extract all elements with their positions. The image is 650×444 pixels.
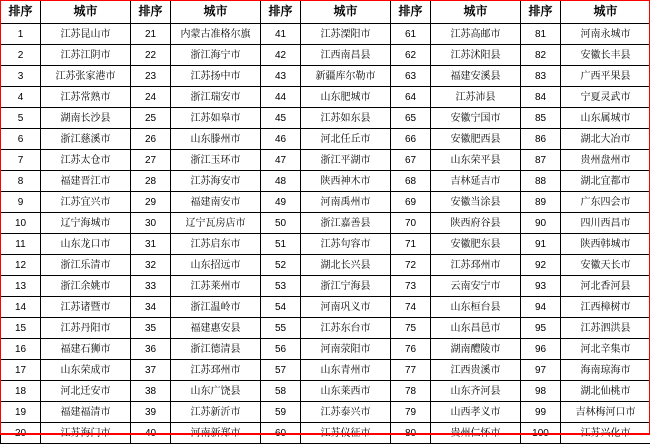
city-cell[interactable]: 江苏宜兴市 (41, 192, 131, 213)
city-cell[interactable]: 江苏邳州市 (171, 360, 261, 381)
city-cell[interactable]: 江苏丹阳市 (41, 318, 131, 339)
rank-cell[interactable]: 88 (521, 171, 561, 192)
table-row (1, 45, 650, 66)
rank-cell[interactable]: 21 (131, 24, 171, 45)
city-cell[interactable]: 山西孝义市 (431, 402, 521, 423)
rank-cell[interactable]: 70 (391, 213, 431, 234)
city-cell[interactable]: 江苏泗洪县 (561, 318, 650, 339)
table-row (1, 171, 650, 192)
city-cell[interactable]: 河南永城市 (561, 24, 650, 45)
table-header-row (1, 1, 650, 24)
rank-cell[interactable]: 90 (521, 213, 561, 234)
rank-cell[interactable]: 3 (1, 66, 41, 87)
table-row (1, 87, 650, 108)
header-city-4: 城市 (431, 1, 521, 24)
city-cell[interactable]: 河北香河县 (561, 276, 650, 297)
city-cell[interactable]: 山东滕州市 (171, 129, 261, 150)
city-cell[interactable]: 吉林延吉市 (431, 171, 521, 192)
rank-cell[interactable]: 22 (131, 45, 171, 66)
rank-cell[interactable]: 71 (391, 234, 431, 255)
city-cell[interactable]: 江苏常熟市 (41, 87, 131, 108)
city-cell[interactable]: 福建石狮市 (41, 339, 131, 360)
city-cell[interactable]: 浙江玉环市 (171, 150, 261, 171)
table-row (1, 24, 650, 45)
rank-cell[interactable]: 58 (261, 381, 301, 402)
city-cell[interactable]: 江苏如皋市 (171, 108, 261, 129)
city-cell[interactable]: 贵州仁怀市 (431, 423, 521, 444)
rank-cell[interactable]: 17 (1, 360, 41, 381)
city-cell[interactable]: 山东荣成市 (41, 360, 131, 381)
rank-cell[interactable]: 60 (261, 423, 301, 444)
city-cell[interactable]: 江苏仪征市 (301, 423, 391, 444)
rank-cell[interactable]: 95 (521, 318, 561, 339)
rank-cell[interactable]: 39 (131, 402, 171, 423)
table-row (1, 381, 650, 402)
rank-cell[interactable]: 51 (261, 234, 301, 255)
rank-cell[interactable]: 50 (261, 213, 301, 234)
rank-cell[interactable]: 97 (521, 360, 561, 381)
city-cell[interactable]: 山东招远市 (171, 255, 261, 276)
rank-cell[interactable]: 52 (261, 255, 301, 276)
rank-cell[interactable]: 64 (391, 87, 431, 108)
city-cell[interactable]: 四川西昌市 (561, 213, 650, 234)
rank-cell[interactable]: 89 (521, 192, 561, 213)
rank-cell[interactable]: 13 (1, 276, 41, 297)
city-cell[interactable]: 河南巩义市 (301, 297, 391, 318)
rank-cell[interactable]: 42 (261, 45, 301, 66)
city-cell[interactable]: 安徽宁国市 (431, 108, 521, 129)
city-cell[interactable]: 山东广饶县 (171, 381, 261, 402)
city-cell[interactable]: 安徽长丰县 (561, 45, 650, 66)
rank-cell[interactable]: 92 (521, 255, 561, 276)
table-row (1, 255, 650, 276)
city-cell[interactable]: 江苏句容市 (301, 234, 391, 255)
city-cell[interactable]: 山东桓台县 (431, 297, 521, 318)
city-cell[interactable]: 河北迁安市 (41, 381, 131, 402)
rank-cell[interactable]: 77 (391, 360, 431, 381)
rank-cell[interactable]: 5 (1, 108, 41, 129)
table-row (1, 129, 650, 150)
city-cell[interactable]: 江西樟树市 (561, 297, 650, 318)
rank-cell[interactable]: 83 (521, 66, 561, 87)
rank-cell[interactable]: 54 (261, 297, 301, 318)
city-cell[interactable]: 湖南长沙县 (41, 108, 131, 129)
rank-cell[interactable]: 80 (391, 423, 431, 444)
table-row (1, 192, 650, 213)
city-cell[interactable]: 江苏新沂市 (171, 402, 261, 423)
city-cell[interactable]: 江苏诸暨市 (41, 297, 131, 318)
rank-cell[interactable]: 19 (1, 402, 41, 423)
rank-cell[interactable]: 41 (261, 24, 301, 45)
city-cell[interactable]: 江苏昆山市 (41, 24, 131, 45)
rank-cell[interactable]: 38 (131, 381, 171, 402)
city-cell[interactable]: 山东昌邑市 (431, 318, 521, 339)
city-cell[interactable]: 山东莱西市 (301, 381, 391, 402)
rank-cell[interactable]: 8 (1, 171, 41, 192)
rank-cell[interactable]: 98 (521, 381, 561, 402)
rank-cell[interactable]: 82 (521, 45, 561, 66)
city-cell[interactable]: 福建安溪县 (431, 66, 521, 87)
city-cell[interactable]: 广东四会市 (561, 192, 650, 213)
rank-cell[interactable]: 16 (1, 339, 41, 360)
city-cell[interactable]: 陕西神木市 (301, 171, 391, 192)
rank-cell[interactable]: 29 (131, 192, 171, 213)
rank-cell[interactable]: 32 (131, 255, 171, 276)
rank-cell[interactable]: 11 (1, 234, 41, 255)
city-cell[interactable]: 浙江乐清市 (41, 255, 131, 276)
table-row (1, 360, 650, 381)
city-cell[interactable]: 山东青州市 (301, 360, 391, 381)
rank-cell[interactable]: 57 (261, 360, 301, 381)
rank-cell[interactable]: 86 (521, 129, 561, 150)
city-cell[interactable]: 江苏高邮市 (431, 24, 521, 45)
city-cell[interactable]: 湖北宜都市 (561, 171, 650, 192)
rank-cell[interactable]: 43 (261, 66, 301, 87)
rank-cell[interactable]: 78 (391, 381, 431, 402)
rank-cell[interactable]: 33 (131, 276, 171, 297)
rank-cell[interactable]: 25 (131, 108, 171, 129)
city-cell[interactable]: 海南琼海市 (561, 360, 650, 381)
city-cell[interactable]: 陕西韩城市 (561, 234, 650, 255)
rank-cell[interactable]: 65 (391, 108, 431, 129)
city-cell[interactable]: 湖北仙桃市 (561, 381, 650, 402)
rank-cell[interactable]: 30 (131, 213, 171, 234)
rank-cell[interactable]: 7 (1, 150, 41, 171)
city-cell[interactable]: 云南安宁市 (431, 276, 521, 297)
rank-cell[interactable]: 1 (1, 24, 41, 45)
rank-cell[interactable]: 76 (391, 339, 431, 360)
city-cell[interactable]: 浙江慈溪市 (41, 129, 131, 150)
city-cell[interactable]: 湖北大冶市 (561, 129, 650, 150)
rank-cell[interactable]: 59 (261, 402, 301, 423)
city-cell[interactable]: 江苏太仓市 (41, 150, 131, 171)
rank-cell[interactable]: 26 (131, 129, 171, 150)
rank-cell[interactable]: 62 (391, 45, 431, 66)
city-cell[interactable]: 江苏如东县 (301, 108, 391, 129)
rank-cell[interactable]: 34 (131, 297, 171, 318)
rank-cell[interactable]: 61 (391, 24, 431, 45)
city-cell[interactable]: 江苏泰兴市 (301, 402, 391, 423)
city-cell[interactable]: 江西贵溪市 (431, 360, 521, 381)
rank-cell[interactable]: 74 (391, 297, 431, 318)
city-cell[interactable]: 江苏莱州市 (171, 276, 261, 297)
city-cell[interactable]: 新疆库尔勒市 (301, 66, 391, 87)
city-cell[interactable]: 山东龙口市 (41, 234, 131, 255)
rank-cell[interactable]: 37 (131, 360, 171, 381)
rank-cell[interactable]: 73 (391, 276, 431, 297)
rank-cell[interactable]: 93 (521, 276, 561, 297)
city-cell[interactable]: 福建晋江市 (41, 171, 131, 192)
table-row (1, 423, 650, 444)
rank-cell[interactable]: 31 (131, 234, 171, 255)
rank-cell[interactable]: 4 (1, 87, 41, 108)
rank-cell[interactable]: 15 (1, 318, 41, 339)
city-cell[interactable]: 贵州盘州市 (561, 150, 650, 171)
header-rank-5: 排序 (521, 1, 561, 24)
city-cell[interactable]: 山东荣平县 (431, 150, 521, 171)
city-cell[interactable]: 江西南昌县 (301, 45, 391, 66)
rank-cell[interactable]: 20 (1, 423, 41, 444)
city-cell[interactable]: 江苏沭阳县 (431, 45, 521, 66)
rank-cell[interactable]: 87 (521, 150, 561, 171)
table-row (1, 297, 650, 318)
rank-cell[interactable]: 14 (1, 297, 41, 318)
header-city-5: 城市 (561, 1, 650, 24)
city-cell[interactable]: 浙江宁海县 (301, 276, 391, 297)
city-cell[interactable]: 山东肥城市 (301, 87, 391, 108)
rank-cell[interactable]: 79 (391, 402, 431, 423)
table-row (1, 213, 650, 234)
rank-cell[interactable]: 53 (261, 276, 301, 297)
city-cell[interactable]: 江苏海门市 (41, 423, 131, 444)
rank-cell[interactable]: 45 (261, 108, 301, 129)
rank-cell[interactable]: 23 (131, 66, 171, 87)
rank-cell[interactable]: 49 (261, 192, 301, 213)
rank-cell[interactable]: 9 (1, 192, 41, 213)
rank-cell[interactable]: 63 (391, 66, 431, 87)
city-cell[interactable]: 河南禹州市 (301, 192, 391, 213)
rank-cell[interactable]: 69 (391, 192, 431, 213)
rank-cell[interactable]: 24 (131, 87, 171, 108)
table-row (1, 66, 650, 87)
rank-cell[interactable]: 36 (131, 339, 171, 360)
table-row (1, 318, 650, 339)
rank-cell[interactable]: 66 (391, 129, 431, 150)
rank-cell[interactable]: 28 (131, 171, 171, 192)
city-cell[interactable]: 吉林梅河口市 (561, 402, 650, 423)
table-row (1, 339, 650, 360)
city-cell[interactable]: 江苏海安市 (171, 171, 261, 192)
rank-cell[interactable]: 40 (131, 423, 171, 444)
rank-cell[interactable]: 68 (391, 171, 431, 192)
rank-cell[interactable]: 84 (521, 87, 561, 108)
city-cell[interactable]: 江苏沛县 (431, 87, 521, 108)
rank-cell[interactable]: 47 (261, 150, 301, 171)
header-city-3: 城市 (301, 1, 391, 24)
rank-cell[interactable]: 10 (1, 213, 41, 234)
city-cell[interactable]: 江苏扬中市 (171, 66, 261, 87)
table-body (1, 24, 650, 444)
rank-cell[interactable]: 91 (521, 234, 561, 255)
city-cell[interactable]: 山东齐河县 (431, 381, 521, 402)
city-cell[interactable]: 浙江温岭市 (171, 297, 261, 318)
header-rank-4: 排序 (391, 1, 431, 24)
city-cell[interactable]: 河北任丘市 (301, 129, 391, 150)
city-cell[interactable]: 浙江嘉善县 (301, 213, 391, 234)
city-cell[interactable]: 湖北长兴县 (301, 255, 391, 276)
city-cell[interactable]: 宁夏灵武市 (561, 87, 650, 108)
city-cell[interactable]: 辽宁瓦房店市 (171, 213, 261, 234)
rank-cell[interactable]: 75 (391, 318, 431, 339)
rank-cell[interactable]: 55 (261, 318, 301, 339)
city-cell[interactable]: 河南新郑市 (171, 423, 261, 444)
city-cell[interactable]: 浙江平湖市 (301, 150, 391, 171)
table-row (1, 234, 650, 255)
city-cell[interactable]: 福建南安市 (171, 192, 261, 213)
table-row (1, 276, 650, 297)
header-city-1: 城市 (41, 1, 131, 24)
city-cell[interactable]: 山东属城市 (561, 108, 650, 129)
rank-cell[interactable]: 67 (391, 150, 431, 171)
rank-cell[interactable]: 48 (261, 171, 301, 192)
header-rank-2: 排序 (131, 1, 171, 24)
city-cell[interactable]: 广西平果县 (561, 66, 650, 87)
city-cell[interactable]: 辽宁海城市 (41, 213, 131, 234)
rank-cell[interactable]: 96 (521, 339, 561, 360)
table-row (1, 108, 650, 129)
city-cell[interactable]: 陕西府谷县 (431, 213, 521, 234)
city-cell[interactable]: 江苏东台市 (301, 318, 391, 339)
rank-cell[interactable]: 100 (521, 423, 561, 444)
city-cell[interactable]: 安徽肥东县 (431, 234, 521, 255)
rank-cell[interactable]: 12 (1, 255, 41, 276)
city-cell[interactable]: 江苏启东市 (171, 234, 261, 255)
rank-cell[interactable]: 85 (521, 108, 561, 129)
rank-cell[interactable]: 27 (131, 150, 171, 171)
city-cell[interactable]: 浙江海宁市 (171, 45, 261, 66)
city-cell[interactable]: 江苏兴化市 (561, 423, 650, 444)
table-row (1, 402, 650, 423)
city-cell[interactable]: 福建福清市 (41, 402, 131, 423)
city-cell[interactable]: 安徽肥西县 (431, 129, 521, 150)
city-cell[interactable]: 江苏邳州市 (431, 255, 521, 276)
rank-cell[interactable]: 6 (1, 129, 41, 150)
rank-cell[interactable]: 81 (521, 24, 561, 45)
table-row (1, 150, 650, 171)
rank-cell[interactable]: 46 (261, 129, 301, 150)
header-rank-3: 排序 (261, 1, 301, 24)
rank-cell[interactable]: 94 (521, 297, 561, 318)
header-city-2: 城市 (171, 1, 261, 24)
city-cell[interactable]: 安徽天长市 (561, 255, 650, 276)
rank-cell[interactable]: 35 (131, 318, 171, 339)
city-cell[interactable]: 浙江余姚市 (41, 276, 131, 297)
city-cell[interactable]: 江苏江阴市 (41, 45, 131, 66)
header-rank-1: 排序 (1, 1, 41, 24)
rank-cell[interactable]: 56 (261, 339, 301, 360)
rank-cell[interactable]: 2 (1, 45, 41, 66)
city-cell[interactable]: 河北辛集市 (561, 339, 650, 360)
city-cell[interactable]: 内蒙古准格尔旗 (171, 24, 261, 45)
rank-cell[interactable]: 44 (261, 87, 301, 108)
city-cell[interactable]: 浙江瑞安市 (171, 87, 261, 108)
rank-cell[interactable]: 99 (521, 402, 561, 423)
city-cell[interactable]: 河南荥阳市 (301, 339, 391, 360)
city-cell[interactable]: 江苏溧阳市 (301, 24, 391, 45)
city-cell[interactable]: 安徽当涂县 (431, 192, 521, 213)
city-cell[interactable]: 湖南醴陵市 (431, 339, 521, 360)
rank-cell[interactable]: 72 (391, 255, 431, 276)
rank-cell[interactable]: 18 (1, 381, 41, 402)
city-cell[interactable]: 浙江德清县 (171, 339, 261, 360)
city-cell[interactable]: 福建惠安县 (171, 318, 261, 339)
city-cell[interactable]: 江苏张家港市 (41, 66, 131, 87)
